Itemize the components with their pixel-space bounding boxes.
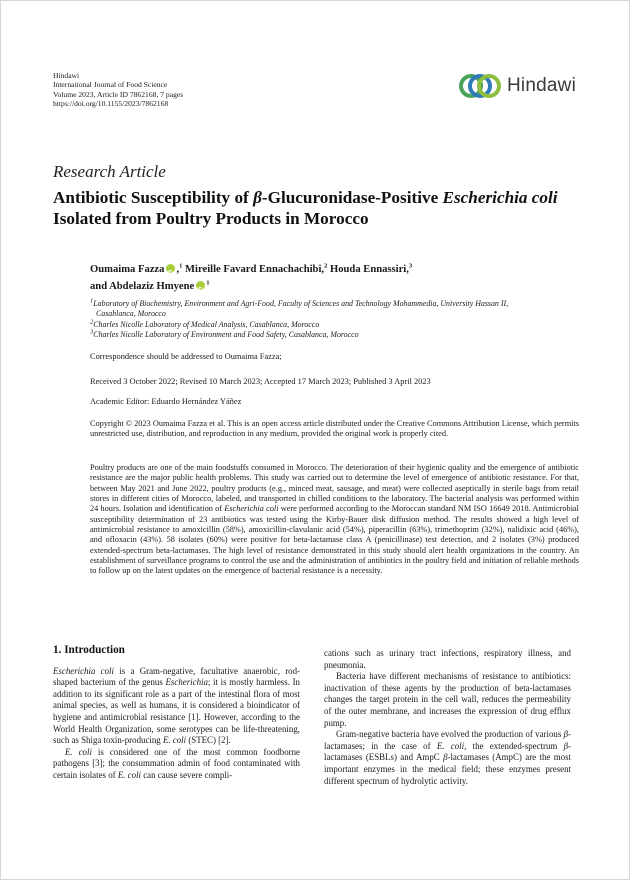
affiliation-sup: 2 xyxy=(90,318,94,326)
author-affil-sup: 1 xyxy=(179,262,183,270)
abstract-text: Poultry products are one of the main foodstuffs consumed in Morocco. The deterioration of their hygienic quality and the emergence of antibiotic resistance are the major public health problems. This study was carried out to determine the level of emergence of antibiotic resistance. For that, between May 2021 and June 2022, poultry products (e.g., minced meat, sausage, and meat) were collected aseptically in sterile bags from retail stores in different cities of Morocco, labeled, and transported in chilled conditions to the laboratory. The bacterial analysis was performed within 24 hours. Isolation and identification of xyxy=(90,463,579,514)
species-name: E. coli xyxy=(65,746,92,757)
affiliation-text: Laboratory of Biochemistry, Environment and Agri-Food, Faculty of Sciences and Technology Mohammedia, University Hassan II, xyxy=(93,299,509,308)
abstract xyxy=(90,463,579,577)
beta-symbol: β xyxy=(443,752,448,763)
affiliation-text: Charles Nicolle Laboratory of Medical Analysis, Casablanca, Morocco xyxy=(93,319,320,329)
body-paragraph xyxy=(53,666,300,747)
body-paragraph xyxy=(324,729,571,787)
journal-name: International Journal of Food Science xyxy=(53,80,168,90)
body-text: can cause severe compli- xyxy=(140,769,233,780)
affiliation-item xyxy=(90,299,590,320)
publisher-name: Hindawi xyxy=(53,71,80,80)
body-text: Gram-negative bacteria have evolved the production of various xyxy=(336,729,564,740)
abstract-text: were performed according to the Moroccan standard NM ISO 16649 2018. Antimicrobial susceptibility determination of 23 antibiotics was tested using the Kirby-Bauer disk diffusion method. The results showed a high level of antimicrobial resistance to amoxicillin (58%), amoxicillin-clavulanic acid (54%), piperacillin (63%), trimethoprim (32%), nalidixic acid (46%), and ofloxacin (43%). 58 isolates (60%) were positive for beta-lactamase class A (penicillinase) test detection, and 2 isolates (3%) produced extended-spectrum beta-lactamases. The high level of resistance demonstrated in this study should alert health organizations in the country. An establishment of surveillance programs to control the use and the administration of antibiotics in the poultry field and initiation of reliable methods to follow up on the latest updates on the emergence of bacterial resistance is a necessity. xyxy=(90,504,579,576)
orcid-icon[interactable] xyxy=(166,264,175,273)
species-name: Escherichia coli xyxy=(53,665,114,676)
beta-symbol: β xyxy=(563,729,569,740)
body-paragraph: Bacteria have different mechanisms of resistance to antibiotics: inactivation of these agents by the production of beta-lactamases changes the target protein in the cell wall, reduces the permeability of the outer membrane, and increases the expression of drug efflux pump. xyxy=(324,671,571,728)
body-text: -lactamases; in the case of xyxy=(324,729,571,751)
doi-link[interactable]: https://doi.org/10.1155/2023/7862168 xyxy=(53,98,169,108)
body-right-column xyxy=(324,648,571,787)
body-paragraph xyxy=(53,747,300,782)
title-beta: β xyxy=(253,188,262,207)
author-name[interactable]: Oumaima Fazza xyxy=(90,264,165,275)
affiliation-text-cont: Casablanca, Morocco xyxy=(96,309,166,319)
affiliation-text: Charles Nicolle Laboratory of Environment and Food Safety, Casablanca, Morocco xyxy=(93,330,359,340)
species-name: E. coli xyxy=(436,740,465,751)
author-name[interactable]: and Abdelaziz Hmyene xyxy=(90,281,195,292)
body-text: is considered one of the most common foodborne pathogens [3]; the consummation admin of food contaminated with certain isolates of xyxy=(53,746,300,780)
author-affil-sup: 3 xyxy=(408,262,413,270)
body-text: -lactamases (ESBLs) and AmpC xyxy=(324,740,571,763)
section-heading: 1. Introduction xyxy=(53,644,125,656)
title-species: Escherichia coli xyxy=(442,188,558,207)
beta-symbol: β xyxy=(563,740,569,751)
author-affil-sup: 1 xyxy=(206,279,210,287)
species-name: E. coli xyxy=(117,769,141,780)
species-name: E. coli xyxy=(162,735,187,746)
body-paragraph: cations such as urinary tract infections, respiratory illness, and pneumonia. xyxy=(324,648,571,670)
academic-editor: Academic Editor: Eduardo Hernández Yáñez xyxy=(90,397,242,406)
author-name[interactable]: Houda Ennassiri, xyxy=(330,264,409,275)
body-text: (STEC) [2]. xyxy=(186,735,231,746)
body-text: , the extended-spectrum xyxy=(464,740,564,751)
hindawi-logo xyxy=(458,71,576,101)
author-affil-sup: 2 xyxy=(324,262,328,270)
affiliation-item xyxy=(90,330,590,340)
abstract-species: Escherichia coli xyxy=(224,504,279,514)
title-part1: Antibiotic Susceptibility of xyxy=(53,188,254,207)
body-left-column xyxy=(53,645,300,782)
correspondence: Correspondence should be addressed to Oumaima Fazza; xyxy=(90,352,282,361)
logo-text: Hindawi xyxy=(507,75,576,96)
article-type: Research Article xyxy=(53,162,166,181)
publication-dates: Received 3 October 2022; Revised 10 March 2023; Accepted 17 March 2023; Published 3 April 2023 xyxy=(90,377,431,386)
body-text: is a Gram-negative, facultative anaerobic, rod-shaped bacterium of the genus xyxy=(53,665,301,688)
article-title xyxy=(53,187,581,229)
title-part3: Isolated from Poultry Products in Morocco xyxy=(53,209,369,228)
copyright-notice: Copyright © 2023 Oumaima Fazza et al. This is an open access article distributed under the Creative Commons Attribution License, which permits unrestricted use, distribution, and reproduction in any medium, provided the original work is properly cited. xyxy=(90,419,579,439)
hindawi-rings-icon xyxy=(458,71,502,101)
author-name[interactable]: Mireille Favard Ennachachibi, xyxy=(185,264,325,275)
body-text: ; it is mostly harmless. In addition to its significant role as a part of the intestinal flora of most animal species, as well as humans, it is considered a bioindicator of hygiene and antimicrobial resistance [1]. However, according to the World Health Organization, some serotypes can be life-threatening, such as Shiga toxin-producing xyxy=(53,677,300,746)
affiliation-sup: 1 xyxy=(90,297,94,305)
affiliations xyxy=(90,299,590,341)
journal-meta xyxy=(53,71,183,108)
genus-name: Escherichia xyxy=(165,677,208,688)
body-text: -lactamases (AmpC) are the most important enzymes in the medical field; these enzymes present different spectrum of hydrolytic activity. xyxy=(324,752,571,786)
orcid-icon[interactable] xyxy=(196,281,205,290)
volume-info: Volume 2023, Article ID 7862168, 7 pages xyxy=(53,89,184,99)
title-part2: -Glucuronidase-Positive xyxy=(261,188,443,207)
affiliation-sup: 3 xyxy=(90,328,94,336)
author-list: Oumaima FazzaiD ,$^1$ Mireille Favard Ennachachibi,$^2$ Houda Ennassiri,$^3$ and Abdelaziz HmyeneiD $^1$ xyxy=(90,261,590,295)
affiliation-item xyxy=(90,320,590,330)
